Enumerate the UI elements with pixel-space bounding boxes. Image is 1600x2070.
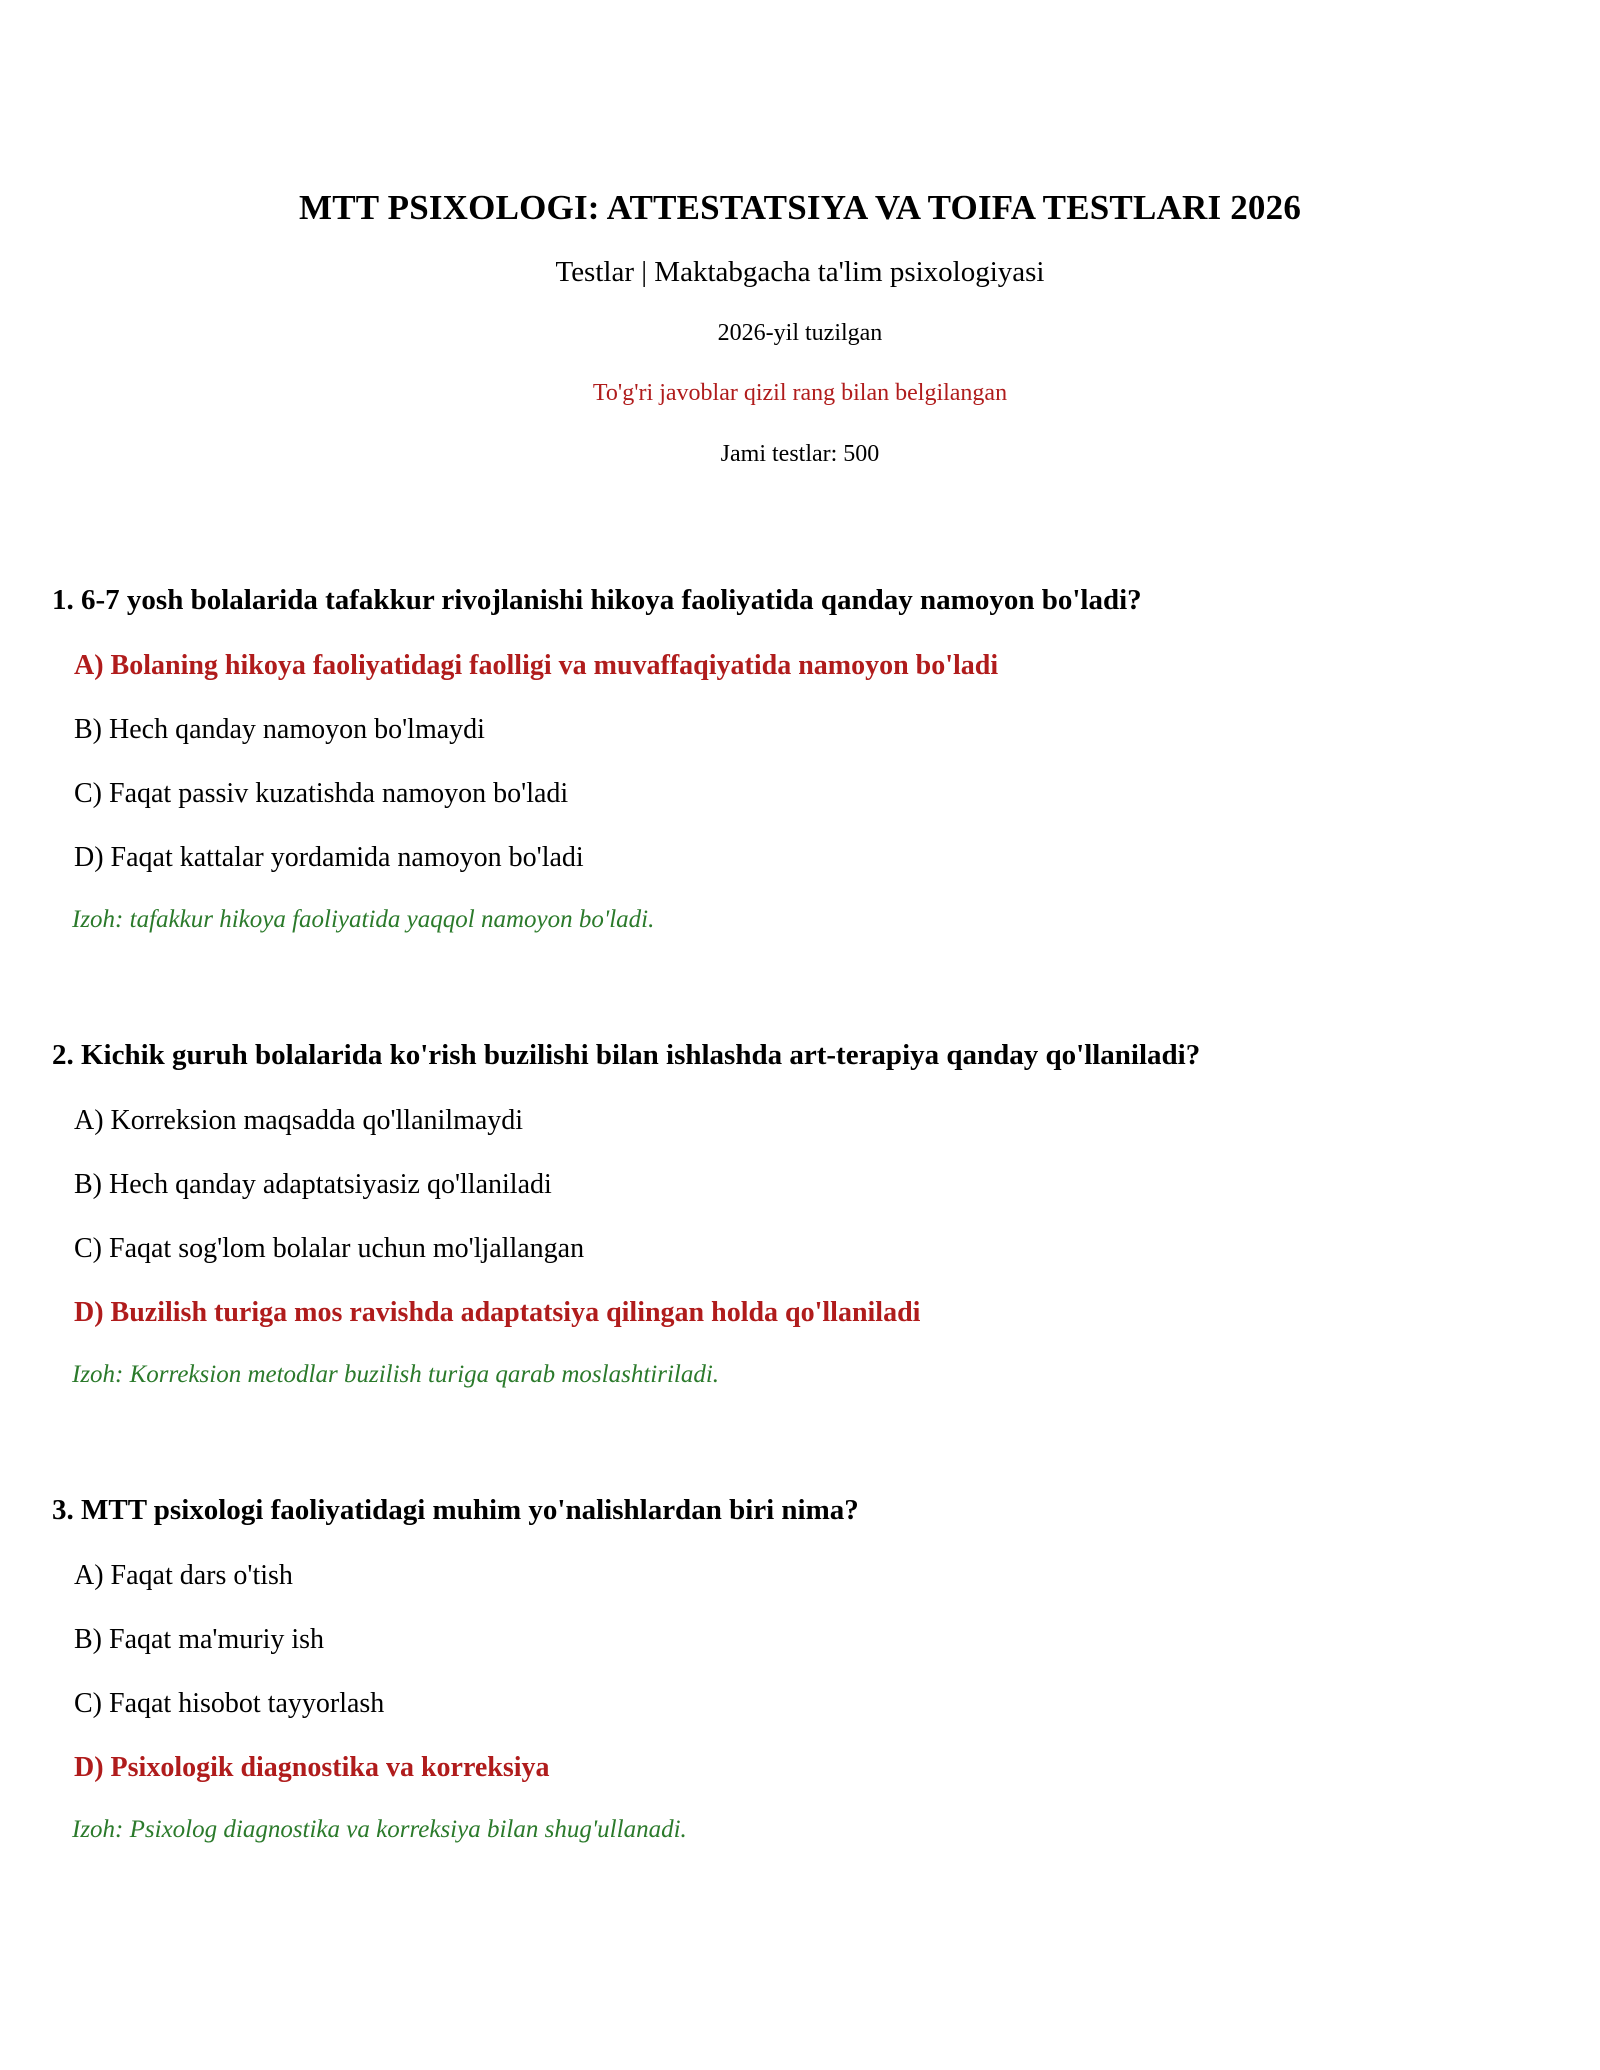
answer-option: A) Korreksion maqsadda qo'llanilmaydi — [74, 1105, 524, 1136]
document-header — [0, 186, 1600, 469]
question-block — [52, 1492, 1552, 1947]
answer-option: B) Hech qanday namoyon bo'lmaydi — [74, 714, 485, 745]
total-tests: Jami testlar: 500 — [720, 441, 880, 467]
answer-option: A) Faqat dars o'tish — [74, 1560, 293, 1591]
correct-answer-option: D) Buzilish turiga mos ravishda adaptatsiya qilingan holda qo'llaniladi — [74, 1297, 921, 1328]
answer-option: B) Hech qanday adaptatsiyasiz qo'llaniladi — [74, 1169, 552, 1200]
answer-option: D) Faqat kattalar yordamida namoyon bo'ladi — [74, 842, 584, 873]
answer-option: C) Faqat hisobot tayyorlash — [74, 1688, 385, 1719]
question-text: 1. 6-7 yosh bolalarida tafakkur rivojlanishi hikoya faoliyatida qanday namoyon bo'ladi? — [52, 584, 1142, 616]
explanation-note: Izoh: Psixolog diagnostika va korreksiya bilan shug'ullanadi. — [72, 1816, 687, 1843]
question-text: 2. Kichik guruh bolalarida ko'rish buzilishi bilan ishlashda art-terapiya qanday qo'llaniladi? — [52, 1039, 1201, 1071]
explanation-note: Izoh: Korreksion metodlar buzilish turiga qarab moslashtiriladi. — [72, 1361, 720, 1388]
answer-option: C) Faqat sog'lom bolalar uchun mo'ljallangan — [74, 1233, 585, 1264]
question-list — [52, 582, 1552, 1947]
question-block — [52, 1037, 1552, 1492]
correct-answer-option: A) Bolaning hikoya faoliyatidagi faolligi va muvaffaqiyatida namoyon bo'ladi — [74, 650, 999, 681]
correct-answer-option: D) Psixologik diagnostika va korreksiya — [74, 1752, 550, 1783]
question-text: 3. MTT psixologi faoliyatidagi muhim yo'nalishlardan biri nima? — [52, 1494, 859, 1526]
document-title: MTT PSIXOLOGI: ATTESTATSIYA VA TOIFA TESTLARI 2026 — [298, 188, 1302, 227]
correct-answer-note: To'g'ri javoblar qizil rang bilan belgilangan — [592, 380, 1008, 406]
answer-option: C) Faqat passiv kuzatishda namoyon bo'ladi — [74, 778, 569, 809]
question-block — [52, 582, 1552, 1037]
document-subtitle: Testlar | Maktabgacha ta'lim psixologiyasi — [555, 256, 1045, 288]
answer-option: B) Faqat ma'muriy ish — [74, 1624, 325, 1655]
explanation-note: Izoh: tafakkur hikoya faoliyatida yaqqol namoyon bo'ladi. — [72, 906, 655, 933]
date-line: 2026-yil tuzilgan — [717, 320, 883, 346]
